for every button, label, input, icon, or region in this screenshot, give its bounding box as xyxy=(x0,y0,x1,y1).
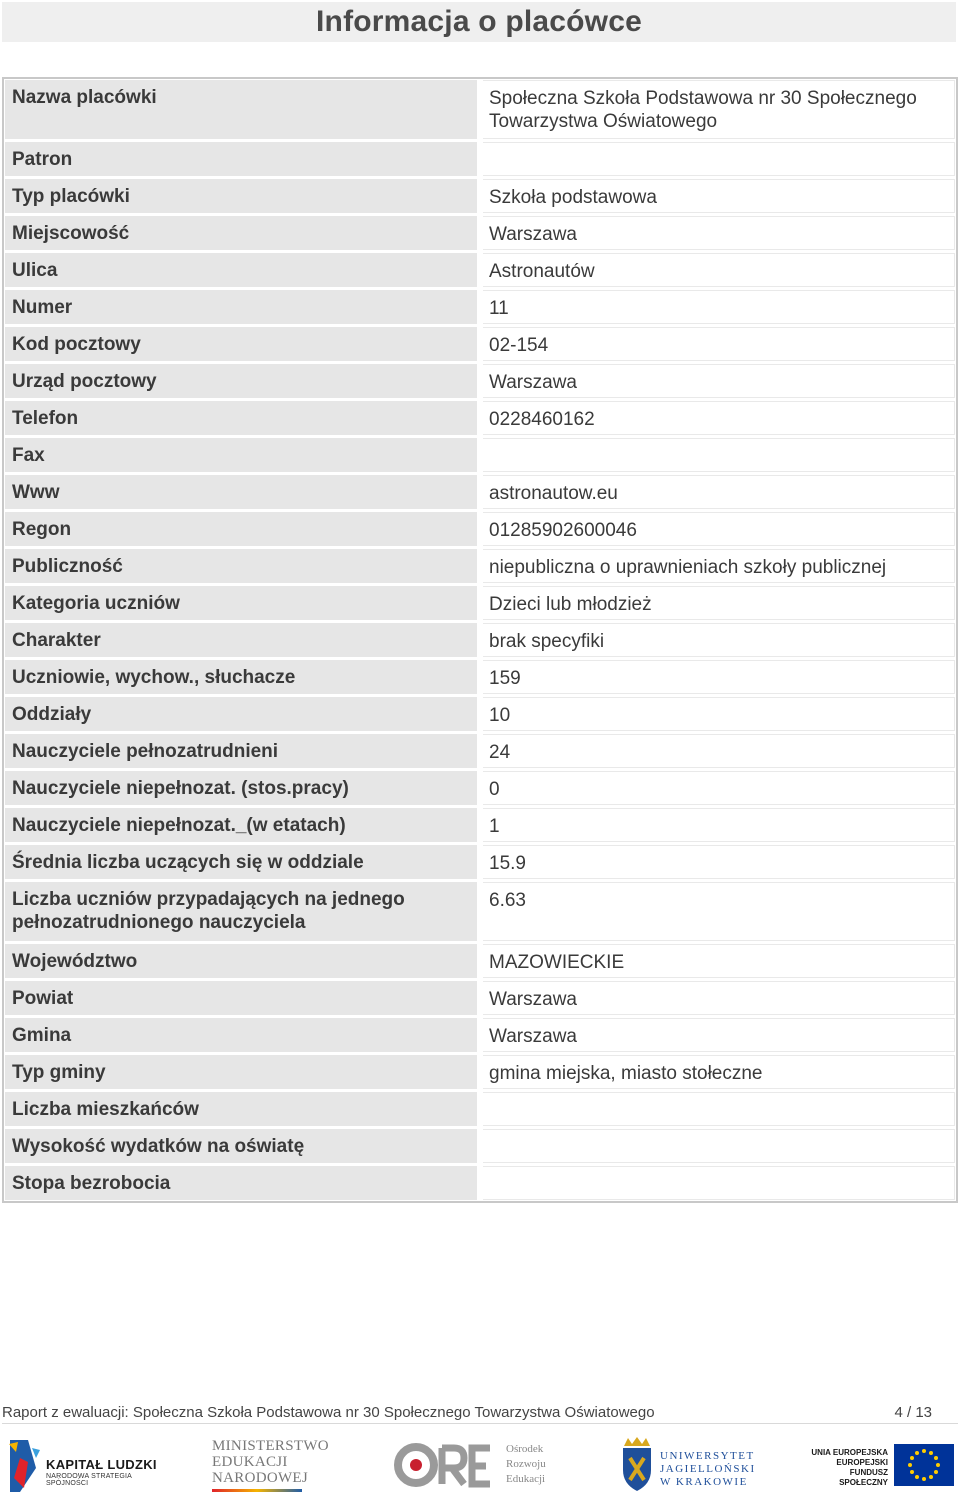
row-label: Typ gminy xyxy=(5,1055,477,1089)
uj-crest-icon xyxy=(620,1436,654,1492)
row-label: Typ placówki xyxy=(5,179,477,213)
uj-line3: W KRAKOWIE xyxy=(660,1476,748,1488)
table-row xyxy=(4,1018,956,1052)
table-row xyxy=(4,981,956,1015)
row-value: Społeczna Szkoła Podstawowa nr 30 Społecznego Towarzystwa Oświatowego xyxy=(483,80,955,139)
kapital-ludzki-logo xyxy=(6,1438,166,1494)
row-label: Powiat xyxy=(5,981,477,1015)
ore-line2: Rozwoju xyxy=(506,1458,546,1470)
row-value xyxy=(483,1129,955,1163)
ore-logo xyxy=(394,1440,564,1496)
row-value: 01285902600046 xyxy=(483,512,955,546)
row-value: Warszawa xyxy=(483,364,955,398)
row-value: 0228460162 xyxy=(483,401,955,435)
table-row xyxy=(4,512,956,546)
table-row xyxy=(4,179,956,213)
page-title: Informacja o placówce xyxy=(316,5,642,38)
row-value: brak specyfiki xyxy=(483,623,955,657)
row-label: Nazwa placówki xyxy=(5,80,477,139)
row-value: 6.63 xyxy=(483,882,955,941)
page-title-bar xyxy=(2,2,956,42)
row-label: Nauczyciele niepełnozat. (stos.pracy) xyxy=(5,771,477,805)
row-value xyxy=(483,1092,955,1126)
row-label: Województwo xyxy=(5,944,477,978)
row-label: Urząd pocztowy xyxy=(5,364,477,398)
table-row xyxy=(4,944,956,978)
table-row xyxy=(4,80,956,139)
row-label: Średnia liczba uczących się w oddziale xyxy=(5,845,477,879)
table-row xyxy=(4,216,956,250)
table-row xyxy=(4,475,956,509)
row-label: Www xyxy=(5,475,477,509)
row-label: Publiczność xyxy=(5,549,477,583)
row-label: Stopa bezrobocia xyxy=(5,1166,477,1200)
row-label: Liczba uczniów przypadających na jednego pełnozatrudnionego nauczyciela xyxy=(5,882,477,941)
ore-line1: Ośrodek xyxy=(506,1443,544,1455)
ue-line3: FUNDUSZ SPOŁECZNY xyxy=(839,1468,888,1487)
row-label: Patron xyxy=(5,142,477,176)
row-value: astronautow.eu xyxy=(483,475,955,509)
ore-text xyxy=(506,1442,546,1487)
table-row xyxy=(4,253,956,287)
table-row xyxy=(4,438,956,472)
uj-logo xyxy=(620,1436,760,1498)
men-logo xyxy=(212,1438,332,1498)
row-value: gmina miejska, miasto stołeczne xyxy=(483,1055,955,1089)
row-label: Numer xyxy=(5,290,477,324)
row-label: Kategoria uczniów xyxy=(5,586,477,620)
men-line1: MINISTERSTWO xyxy=(212,1438,329,1454)
kapital-ludzki-subtitle: NARODOWA STRATEGIA SPÓJNOŚCI xyxy=(46,1473,132,1487)
table-row xyxy=(4,808,956,842)
ue-text xyxy=(800,1448,888,1488)
table-row xyxy=(4,1092,956,1126)
row-label: Nauczyciele niepełnozat._(w etatach) xyxy=(5,808,477,842)
row-value: Dzieci lub młodzież xyxy=(483,586,955,620)
table-row xyxy=(4,734,956,768)
ore-mark-icon xyxy=(394,1440,494,1490)
row-label: Ulica xyxy=(5,253,477,287)
ue-line2: EUROPEJSKI xyxy=(836,1458,888,1467)
table-row xyxy=(4,660,956,694)
info-table xyxy=(2,77,958,1203)
table-row xyxy=(4,1055,956,1089)
table-row xyxy=(4,623,956,657)
table-row xyxy=(4,771,956,805)
row-value: 02-154 xyxy=(483,327,955,361)
uj-text xyxy=(660,1450,756,1489)
row-value: Szkoła podstawowa xyxy=(483,179,955,213)
table-row xyxy=(4,364,956,398)
page-footer xyxy=(2,1403,958,1424)
footer-report-text: Raport z ewaluacji: Społeczna Szkoła Podstawowa nr 30 Społecznego Towarzystwa Oświatowego xyxy=(2,1404,655,1421)
row-label: Kod pocztowy xyxy=(5,327,477,361)
row-label: Regon xyxy=(5,512,477,546)
row-label: Oddziały xyxy=(5,697,477,731)
table-row xyxy=(4,327,956,361)
men-line2: EDUKACJI xyxy=(212,1454,288,1470)
row-value: Warszawa xyxy=(483,216,955,250)
kapital-ludzki-title: KAPITAŁ LUDZKI xyxy=(46,1457,157,1472)
row-value: niepubliczna o uprawnieniach szkoły publicznej xyxy=(483,549,955,583)
ue-logo xyxy=(800,1442,958,1492)
row-label: Charakter xyxy=(5,623,477,657)
row-value: 0 xyxy=(483,771,955,805)
row-value: 11 xyxy=(483,290,955,324)
row-value: 24 xyxy=(483,734,955,768)
row-label: Liczba mieszkańców xyxy=(5,1092,477,1126)
row-value: 15.9 xyxy=(483,845,955,879)
row-value: MAZOWIECKIE xyxy=(483,944,955,978)
row-value: 1 xyxy=(483,808,955,842)
ue-line1: UNIA EUROPEJSKA xyxy=(811,1448,888,1457)
table-row xyxy=(4,1129,956,1163)
row-value: 10 xyxy=(483,697,955,731)
row-label: Gmina xyxy=(5,1018,477,1052)
men-line3: NARODOWEJ xyxy=(212,1470,309,1486)
footer-page-number: 4 / 13 xyxy=(894,1404,932,1421)
row-value: Warszawa xyxy=(483,981,955,1015)
logo-strip xyxy=(0,1432,960,1502)
table-row xyxy=(4,1166,956,1200)
table-row xyxy=(4,549,956,583)
row-value: Warszawa xyxy=(483,1018,955,1052)
ore-line3: Edukacji xyxy=(506,1473,546,1485)
row-label: Wysokość wydatków na oświatę xyxy=(5,1129,477,1163)
row-value xyxy=(483,438,955,472)
table-row xyxy=(4,882,956,941)
row-value: Astronautów xyxy=(483,253,955,287)
uj-line1: UNIWERSYTET xyxy=(660,1450,755,1462)
row-label: Nauczyciele pełnozatrudnieni xyxy=(5,734,477,768)
table-row xyxy=(4,142,956,176)
table-row xyxy=(4,290,956,324)
table-row xyxy=(4,586,956,620)
table-row xyxy=(4,401,956,435)
row-label: Miejscowość xyxy=(5,216,477,250)
row-label: Uczniowie, wychow., słuchacze xyxy=(5,660,477,694)
row-value xyxy=(483,1166,955,1200)
men-stripe xyxy=(212,1489,302,1492)
eu-flag-icon xyxy=(894,1444,954,1486)
table-row xyxy=(4,697,956,731)
uj-line2: JAGIELLOŃSKI xyxy=(660,1463,756,1475)
row-value: 159 xyxy=(483,660,955,694)
row-label: Telefon xyxy=(5,401,477,435)
table-row xyxy=(4,845,956,879)
row-label: Fax xyxy=(5,438,477,472)
row-value xyxy=(483,142,955,176)
